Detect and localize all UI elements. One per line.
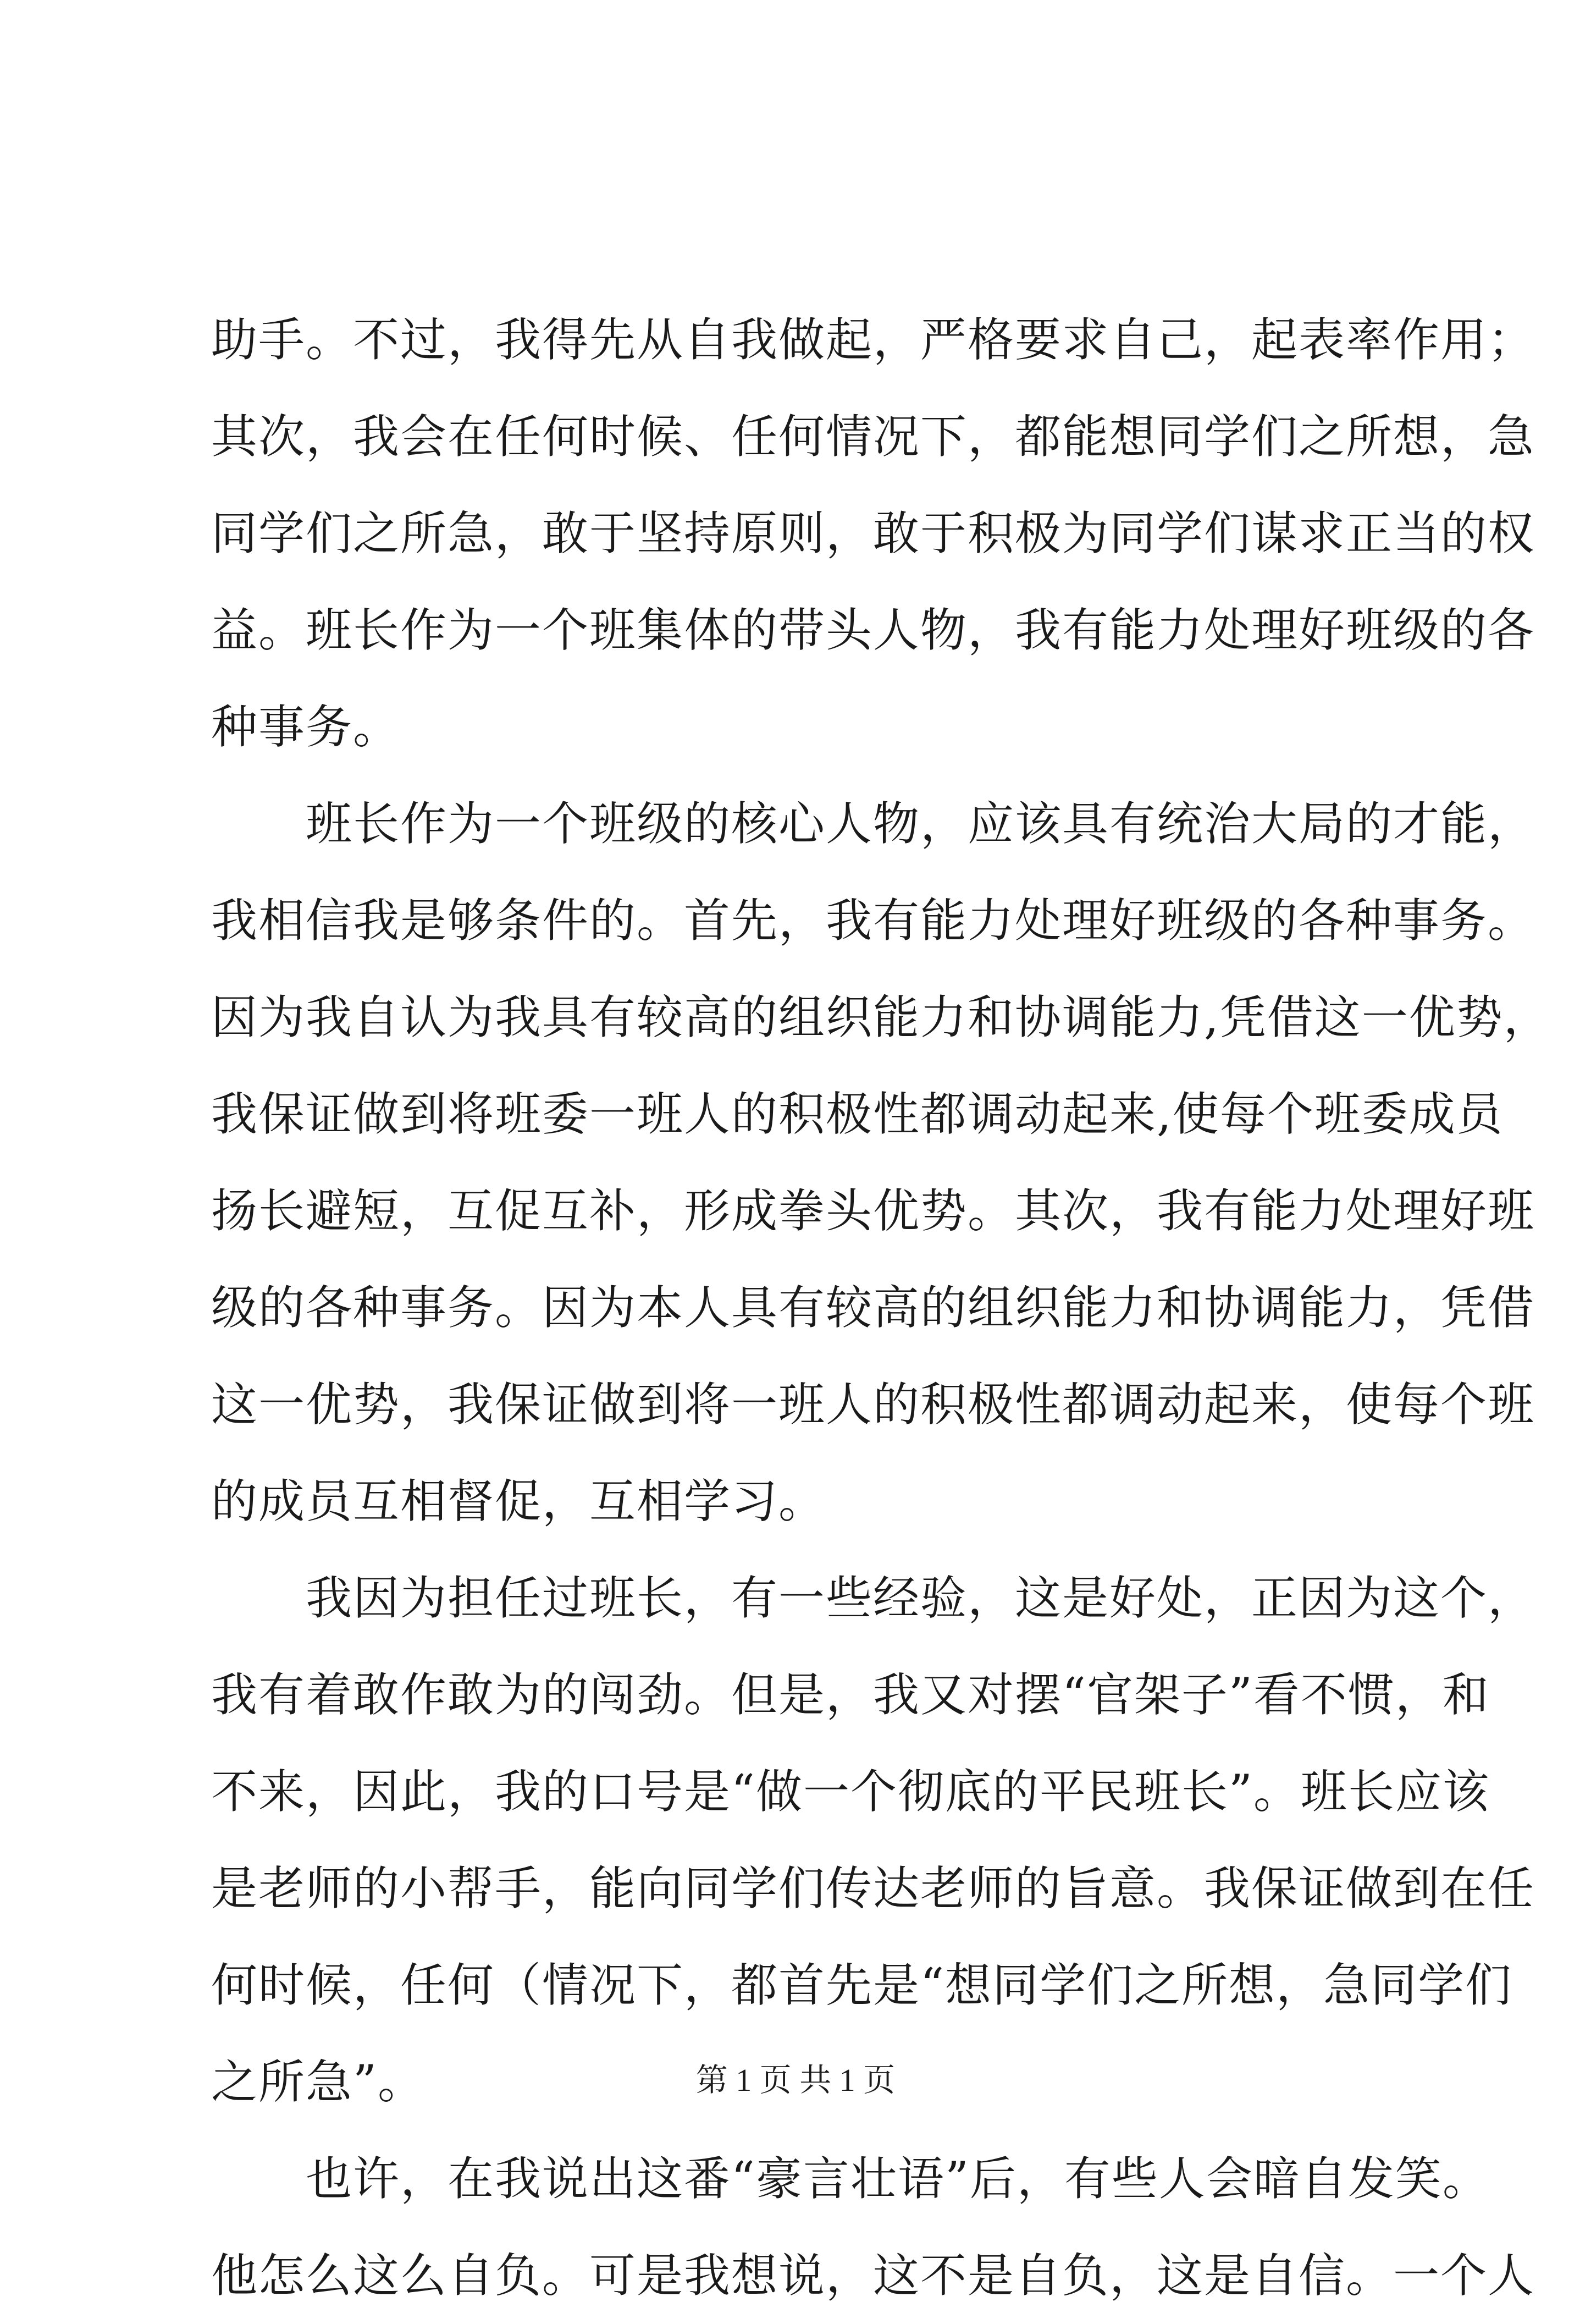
text-line: 种事务。 bbox=[211, 700, 401, 754]
text-line: 因为我自认为我具有较高的组织能力和协调能力,凭借这一优势， bbox=[211, 990, 1551, 1044]
text-line: 扬长避短，互促互补，形成拳头优势。其次，我有能力处理好班 bbox=[211, 1184, 1535, 1238]
text-line: 同学们之所急，敢于坚持原则，敢于积极为同学们谋求正当的权 bbox=[211, 506, 1535, 560]
page-number-footer: 第 1 页 共 1 页 bbox=[695, 2062, 896, 2098]
text-line: 我保证做到将班委一班人的积极性都调动起来,使每个班委成员 bbox=[211, 1087, 1504, 1141]
text-line: 他怎么这么自负。可是我想说，这不是自负，这是自信。一个人 bbox=[211, 2249, 1535, 2303]
text-line: 益。班长作为一个班集体的带头人物，我有能力处理好班级的各 bbox=[211, 603, 1535, 657]
text-line: 级的各种事务。因为本人具有较高的组织能力和协调能力，凭借 bbox=[211, 1281, 1535, 1335]
text-line: 班长作为一个班级的核心人物，应该具有统治大局的才能， bbox=[211, 797, 1535, 851]
text-line: 助手。不过，我得先从自我做起，严格要求自己，起表率作用； bbox=[211, 313, 1535, 367]
text-line: 的成员互相督促，互相学习。 bbox=[211, 1474, 826, 1528]
text-line: 我相信我是够条件的。首先，我有能力处理好班级的各种事务。 bbox=[211, 894, 1535, 948]
text-line: 是老师的小帮手，能向同学们传达老师的旨意。我保证做到在任 bbox=[211, 1862, 1535, 1915]
text-line: 之所急”。 bbox=[211, 2055, 425, 2109]
text-line: 也许，在我说出这番“豪言壮语”后，有些人会暗自发笑。 bbox=[211, 2152, 1490, 2206]
text-line: 我有着敢作敢为的闯劲。但是，我又对摆“官架子”看不惯，和 bbox=[211, 1668, 1490, 1722]
text-line: 这一优势，我保证做到将一班人的积极性都调动起来，使每个班 bbox=[211, 1378, 1535, 1431]
text-line: 我因为担任过班长，有一些经验，这是好处，正因为这个， bbox=[211, 1571, 1535, 1625]
text-line: 不来，因此，我的口号是“做一个彻底的平民班长”。班长应该 bbox=[211, 1765, 1490, 1819]
text-line: 何时候，任何（情况下，都首先是“想同学们之所想，急同学们 bbox=[211, 1958, 1512, 2012]
text-line: 其次，我会在任何时候、任何情况下，都能想同学们之所想，急 bbox=[211, 410, 1535, 464]
document-body bbox=[211, 291, 1551, 2324]
